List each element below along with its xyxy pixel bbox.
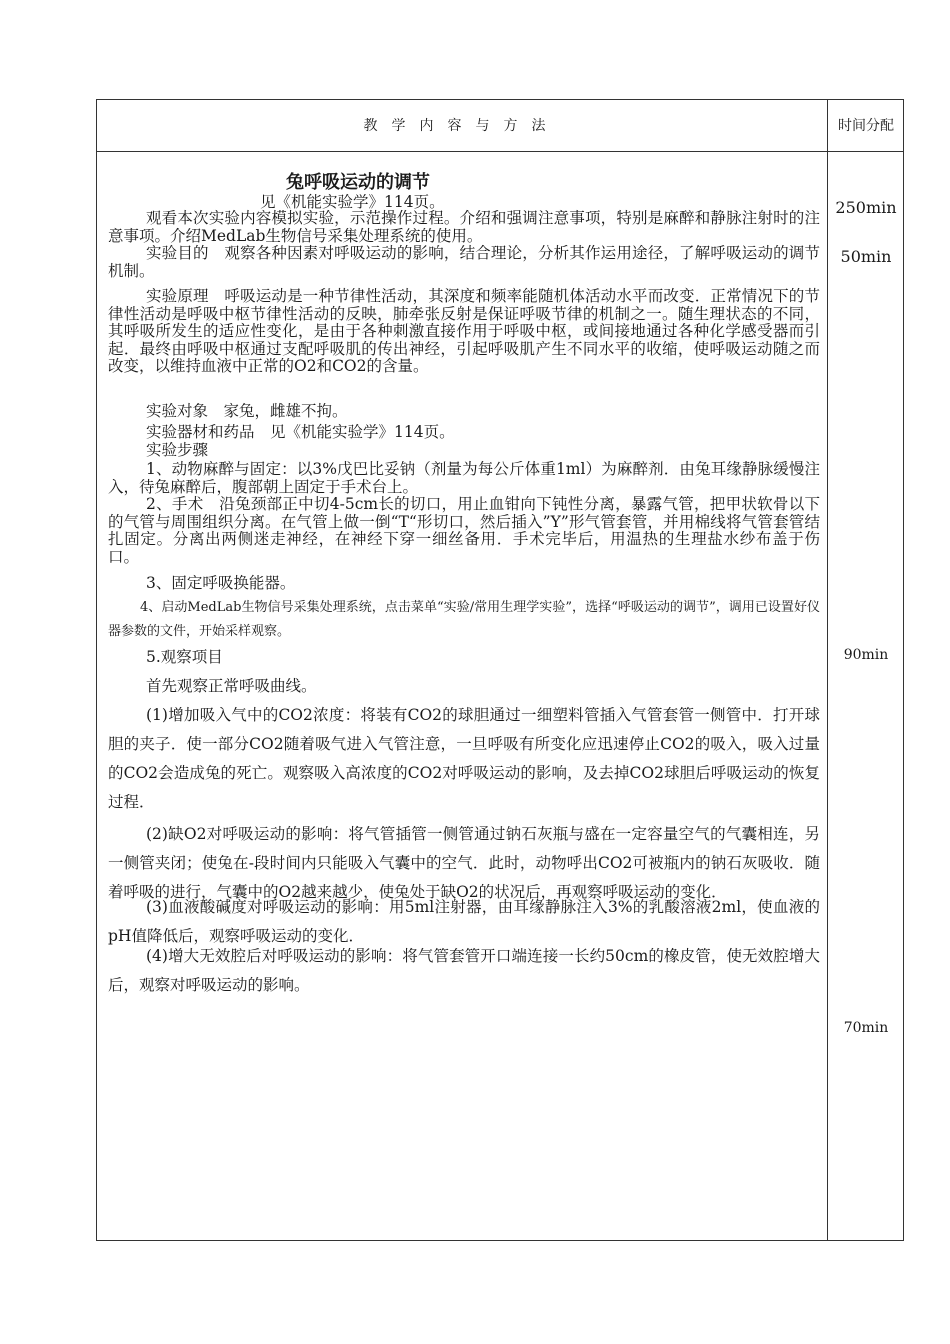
subject-paragraph: 实验对象 家兔，雌雄不拘。 <box>146 402 348 420</box>
time-value: 250min <box>835 198 897 217</box>
steps-title: 实验步骤 <box>146 441 209 459</box>
experiment-title: 兔呼吸运动的调节 <box>286 172 430 193</box>
observation-1: (1)增加吸入气中的CO2浓度：将装有CO2的球胆通过一细塑料管插入气管套管一侧管中．打开球胆的夹子．使一部分CO2随着吸气进入气管注意，一旦呼吸有所变化应迅速停止CO2的吸入，吸入过量的CO2会造成兔的死亡。观察吸入高浓度的CO2对呼吸运动的影响，及去掉CO2球胆后呼吸运动的恢复过程． <box>108 706 820 811</box>
time-column-header: 时间分配 <box>838 117 894 134</box>
step-2: 2、手术 沿兔颈部正中切4-5cm长的切口，用止血钳向下钝性分离，暴露气管，把甲状软骨以下的气管与周围组织分离。在气管上做一倒“T“形切口，然后插入”Y”形气管套管，并用棉线将气管套管结扎固定。分离出两侧迷走神经，在神经下穿一细丝备用．手术完毕后，用温热的生理盐水纱布盖于伤口。 <box>108 495 820 566</box>
principle-paragraph: 实验原理 呼吸运动是一种节律性活动，其深度和频率能随机体活动水平而改变．正常情况下的节律性活动是呼吸中枢节律性活动的反映，肺牵张反射是保证呼吸节律的机制之一。随生理状态的不同，其呼吸所发生的适应性变化，是由于各种刺激直接作用于呼吸中枢，或间接地通过各种化学感受器而引起．最终由呼吸中枢通过支配呼吸肌的传出神经，引起呼吸肌产生不同水平的收缩，使呼吸运动随之而改变，以维持血液中正常的O2和CO2的含量。 <box>108 287 820 375</box>
header-divider <box>96 151 904 152</box>
step-4: 4、启动MedLab生物信号采集处理系统，点击菜单“实验/常用生理学实验”，选择“呼吸运动的调节”，调用已设置好仪器参数的文件，开始采样观察。 <box>108 600 820 639</box>
intro-paragraph: 观看本次实验内容模拟实验，示范操作过程。介绍和强调注意事项，特别是麻醉和静脉注射时的注意事项。介绍MedLab生物信号采集处理系统的使用。 <box>108 209 820 245</box>
column-divider <box>827 99 828 1241</box>
time-value: 90min <box>843 647 889 663</box>
step-1: 1、动物麻醉与固定：以3%戊巴比妥钠（剂量为每公斤体重1ml）为麻醉剂．由兔耳缘静脉缓慢注入，待兔麻醉后，腹部朝上固定于手术台上。 <box>108 460 820 496</box>
observation-2: (2)缺O2对呼吸运动的影响：将气管插管一侧管通过钠石灰瓶与盛在一定容量空气的气囊相连，另一侧管夹闭；使兔在-段时间内只能吸入气囊中的空气．此时，动物呼出CO2可被瓶内的钠石灰吸收．随着呼吸的进行，气囊中的O2越来越少，使兔处于缺O2的状况后，再观察呼吸运动的变化． <box>108 825 820 901</box>
materials-paragraph: 实验器材和药品 见《机能实验学》114页。 <box>146 423 455 441</box>
step-3: 3、固定呼吸换能器。 <box>146 574 296 592</box>
step-5: 5.观察项目 <box>146 648 223 666</box>
normal-observation: 首先观察正常呼吸曲线。 <box>146 677 317 695</box>
time-value: 50min <box>840 247 892 266</box>
observation-4: (4)增大无效腔后对呼吸运动的影响：将气管套管开口端连接一长约50cm的橡皮管，使无效腔增大后，观察对呼吸运动的影响。 <box>108 947 820 994</box>
observation-3: (3)血液酸碱度对呼吸运动的影响：用5ml注射器，由耳缘静脉注入3%的乳酸溶液2ml，使血液的pH值降低后，观察呼吸运动的变化． <box>108 898 820 945</box>
reference-line: 见《机能实验学》114页。 <box>260 193 445 211</box>
content-column-header: 教学内容与方法 <box>363 118 560 134</box>
purpose-paragraph: 实验目的 观察各种因素对呼吸运动的影响，结合理论，分析其作运用途径，了解呼吸运动的调节机制。 <box>108 244 820 280</box>
time-value: 70min <box>843 1020 889 1036</box>
